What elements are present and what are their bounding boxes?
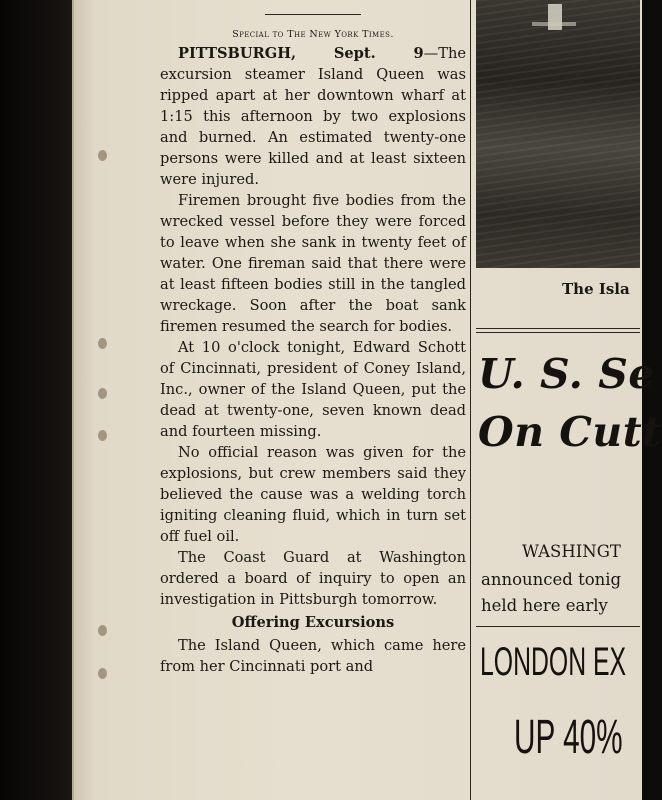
binding-hole (98, 338, 107, 349)
condensed-headline-2: UP 40% (514, 711, 623, 764)
news-photo (476, 0, 640, 268)
section-rule (476, 626, 640, 628)
photo-highlight (532, 22, 576, 26)
photo-highlight (548, 4, 562, 30)
right-dateline: WASHINGT (522, 542, 621, 561)
paragraph-2: Firemen brought five bodies from the wrecked vessel before they were forced to leave when she sank in twenty feet of water. One fireman said that there were at least fifteen bodies still in the tangled wreckage. Soon after the boat sank firemen resumed the search for bodies. (160, 192, 466, 335)
section-rule (476, 328, 640, 333)
binding-hole (98, 668, 107, 679)
binding-hole (98, 388, 107, 399)
paragraph-1-text: —The excursion steamer Island Queen was ripped apart at her downtown wharf at 1:15 this afternoon by two explosions and burned. An estimated twenty-one persons were killed and at least sixteen were injured. (160, 45, 466, 188)
binding-hole (98, 625, 107, 636)
credit-line: Special to The New York Times. (232, 29, 394, 40)
right-text-line-2: announced tonig (481, 570, 622, 589)
right-text-line-3: held here early (481, 596, 608, 615)
binding-hole (98, 430, 107, 441)
paragraph-1 (160, 43, 466, 190)
subhead: Offering Excursions (231, 614, 395, 631)
dark-background (0, 0, 78, 800)
paragraph-3: At 10 o'clock tonight, Edward Schott of Cincinnati, president of Coney Island, Inc., owner of the Island Queen, put the dead at twenty-one, seven known dead and fourteen missing. (160, 339, 466, 440)
top-rule (265, 14, 361, 15)
photo-caption: The Isla (562, 280, 630, 298)
headline-line-2: On Cutt (478, 408, 662, 456)
headline-line-1: U. S. Se (478, 350, 655, 398)
article-column (160, 4, 466, 677)
dateline: PITTSBURGH, Sept. 9 (178, 45, 424, 62)
paragraph-4: No official reason was given for the explosions, but crew members said they believed the cause was a welding torch igniting cleaning fluid, which in turn set off fuel oil. (160, 444, 466, 545)
column-rule (470, 0, 471, 800)
binding-hole (98, 150, 107, 161)
condensed-headline-1: LONDON EX (480, 640, 627, 684)
paragraph-5: The Coast Guard at Washington ordered a board of inquiry to open an investigation in Pittsburgh tomorrow. (160, 549, 466, 608)
paragraph-6: The Island Queen, which came here from her Cincinnati port and (160, 637, 466, 675)
